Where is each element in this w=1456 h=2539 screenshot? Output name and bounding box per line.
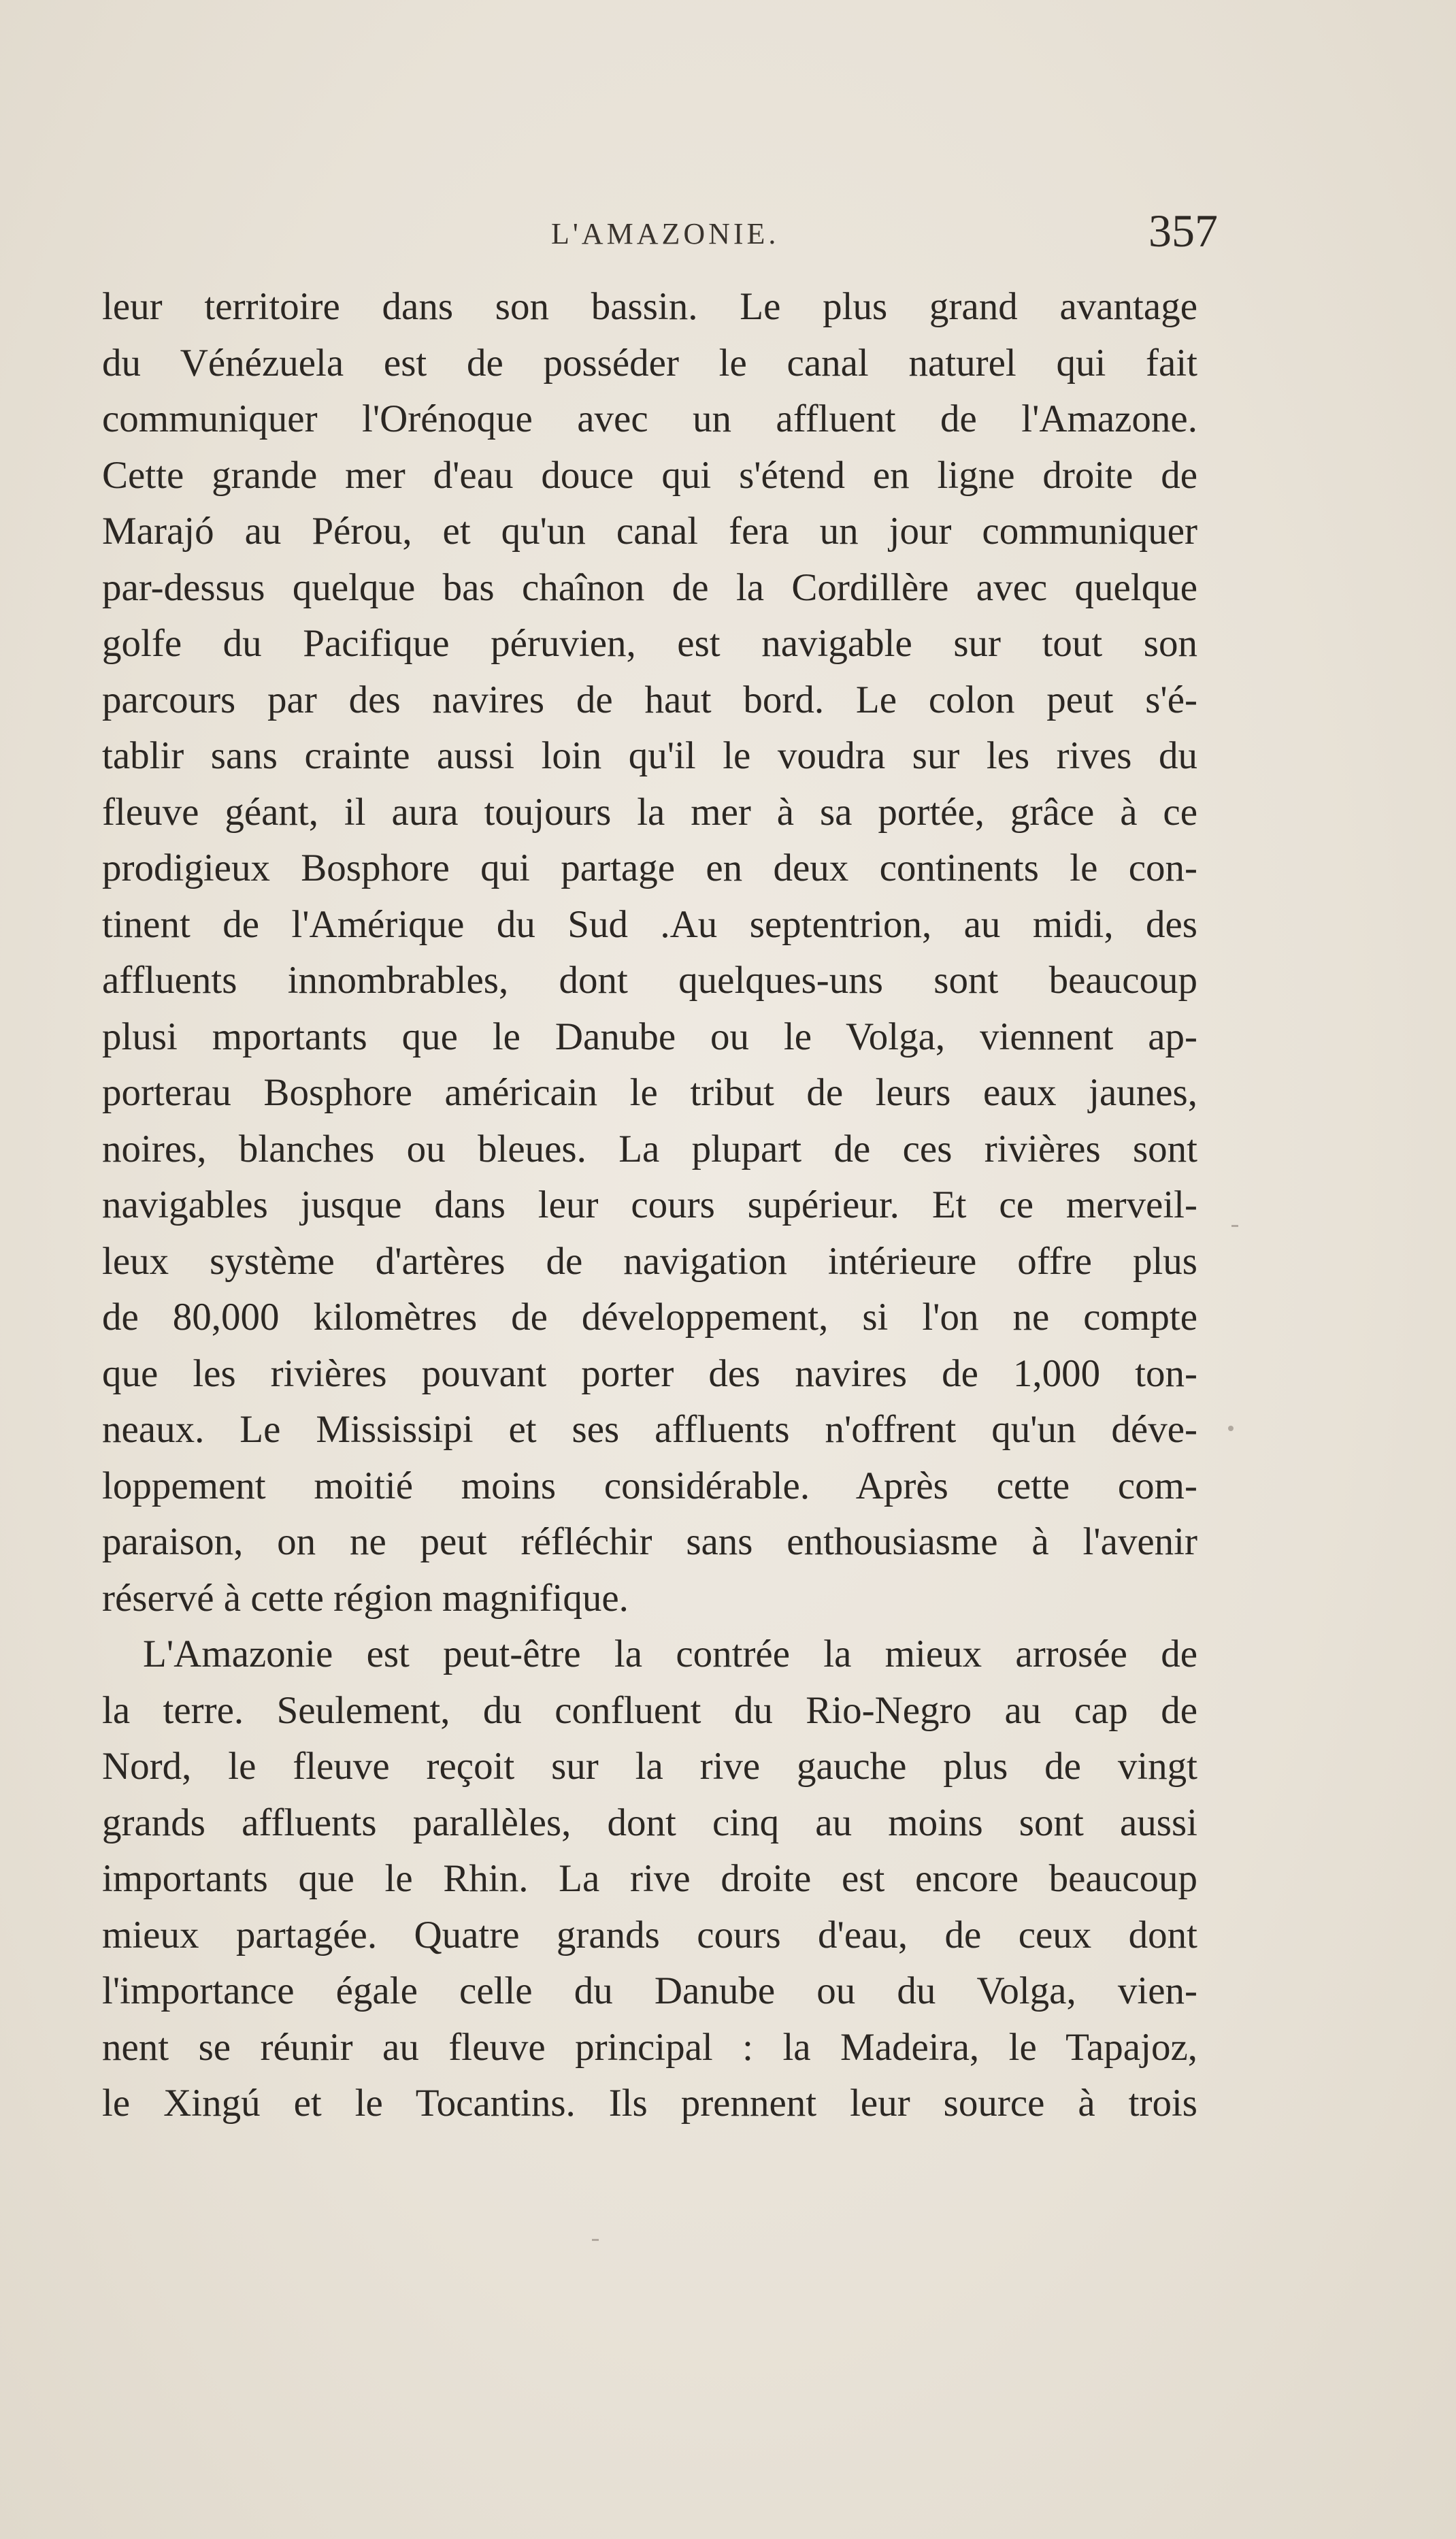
text-line: prodigieux Bosphore qui partage en deux continents le con- (102, 847, 1197, 889)
body-text (102, 279, 1197, 2132)
text-line: mieux partagée. Quatre grands cours d'eau, de ceux dont (102, 1913, 1197, 1956)
text-line: la terre. Seulement, du confluent du Rio-Negro au cap de (102, 1688, 1197, 1732)
text-line: de 80,000 kilomètres de développement, si l'on ne compte (102, 1296, 1197, 1339)
ink-speck (1231, 1225, 1238, 1227)
text-line: Cette grande mer d'eau douce qui s'étend en ligne droite de (102, 453, 1197, 497)
text-line: communiquer l'Orénoque avec un affluent de l'Amazone. (102, 397, 1197, 440)
text-line: importants que le Rhin. La rive droite est encore beaucoup (102, 1857, 1197, 1900)
text-line: par-dessus quelque bas chaînon de la Cordillère avec quelque (102, 566, 1197, 609)
text-line: l'importance égale celle du Danube ou du Volga, vien- (102, 1969, 1197, 2012)
text-line: tablir sans crainte aussi loin qu'il le voudra sur les rives du (102, 734, 1197, 777)
text-line: réservé à cette région magnifique. (102, 1576, 629, 1620)
text-line: leur territoire dans son bassin. Le plus grand avantage (102, 285, 1197, 328)
text-line: golfe du Pacifique péruvien, est navigable sur tout son (102, 622, 1197, 665)
text-line: neaux. Le Mississipi et ses affluents n'offrent qu'un déve- (102, 1408, 1197, 1451)
text-line: porterau Bosphore américain le tribut de leurs eaux jaunes, (102, 1071, 1197, 1114)
text-line: parcours par des navires de haut bord. Le colon peut s'é- (102, 678, 1197, 721)
text-line: navigables jusque dans leur cours supérieur. Et ce merveil- (102, 1183, 1197, 1226)
running-title: L'AMAZONIE. (551, 217, 780, 250)
paragraph-2 (102, 1626, 1197, 2132)
page-number: 357 (1148, 205, 1218, 257)
text-line: paraison, on ne peut réfléchir sans enthousiasme à l'avenir (102, 1520, 1197, 1563)
text-line: tinent de l'Amérique du Sud .Au septentrion, au midi, des (102, 902, 1197, 946)
text-line: Nord, le fleuve reçoit sur la rive gauche plus de vingt (102, 1745, 1197, 1788)
text-line: L'Amazonie est peut-être la contrée la mieux arrosée de (143, 1633, 1197, 1675)
text-line: leux système d'artères de navigation intérieure offre plus (102, 1239, 1197, 1283)
text-line: loppement moitié moins considérable. Après cette com- (102, 1464, 1197, 1507)
text-line: que les rivières pouvant porter des navires de 1,000 ton- (102, 1352, 1197, 1395)
ink-speck (592, 2239, 599, 2241)
text-line: noires, blanches ou bleues. La plupart de ces rivières sont (102, 1127, 1197, 1170)
paragraph-1 (102, 279, 1197, 1626)
page-header (102, 204, 1218, 265)
ink-speck (1228, 1426, 1234, 1431)
text-line: Marajó au Pérou, et qu'un canal fera un jour communiquer (102, 510, 1197, 553)
text-line: affluents innombrables, dont quelques-uns sont beaucoup (102, 959, 1197, 1002)
text-line: le Xingú et le Tocantins. Ils prennent leur source à trois (102, 2082, 1197, 2125)
text-line: plusi mportants que le Danube ou le Volga, viennent ap- (102, 1015, 1197, 1058)
text-line: nent se réunir au fleuve principal : la Madeira, le Tapajoz, (102, 2025, 1197, 2069)
text-line: du Vénézuela est de posséder le canal naturel qui fait (102, 341, 1197, 384)
text-line: fleuve géant, il aura toujours la mer à sa portée, grâce à ce (102, 790, 1197, 834)
text-line: grands affluents parallèles, dont cinq au moins sont aussi (102, 1801, 1197, 1844)
